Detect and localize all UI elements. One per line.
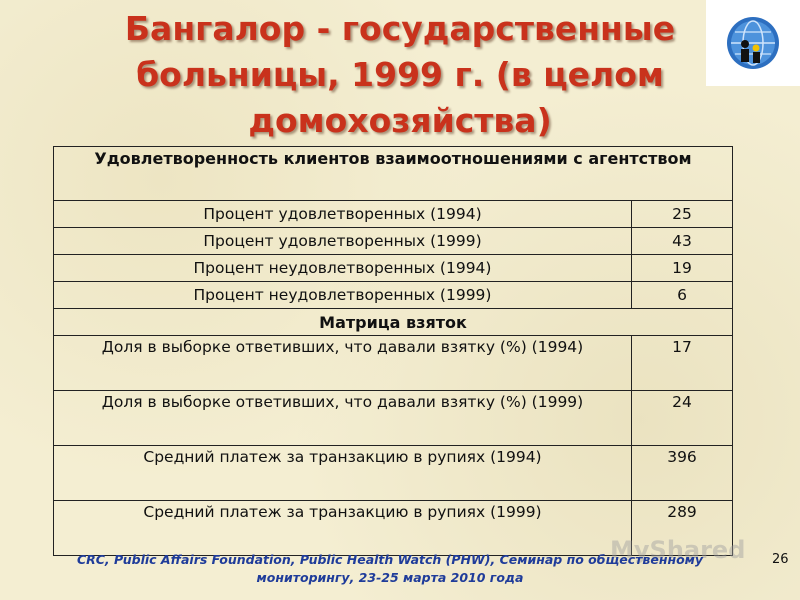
- row-label: Процент неудовлетворенных (1999): [54, 282, 632, 309]
- slide-title: Бангалор - государственные больницы, 1999 г. (в целом домохозяйства): [124, 9, 676, 140]
- section-header-row: [54, 309, 733, 336]
- row-label: Процент удовлетворенных (1994): [54, 201, 632, 228]
- table-row: [54, 282, 733, 309]
- section-header-row: [54, 147, 733, 201]
- row-label: Процент неудовлетворенных (1994): [54, 255, 632, 282]
- row-value: 6: [632, 282, 733, 309]
- table-row: [54, 255, 733, 282]
- logo: [706, 0, 800, 86]
- row-label: Средний платеж за транзакцию в рупиях (1999): [54, 501, 632, 556]
- row-label: Доля в выборке ответивших, что давали взятку (%) (1999): [54, 391, 632, 446]
- page-number: 26: [772, 552, 789, 567]
- section1-header: Удовлетворенность клиентов взаимоотношениями с агентством: [54, 147, 733, 201]
- table-row: [54, 446, 733, 501]
- row-label: Процент удовлетворенных (1999): [54, 228, 632, 255]
- table-row: [54, 391, 733, 446]
- table-row: [54, 228, 733, 255]
- row-label: Средний платеж за транзакцию в рупиях (1994): [54, 446, 632, 501]
- row-value: 43: [632, 228, 733, 255]
- data-table: [53, 146, 733, 556]
- row-value: 396: [632, 446, 733, 501]
- section2-header: Матрица взяток: [54, 309, 733, 336]
- footer-citation: CRC, Public Affairs Foundation, Public Health Watch (PHW), Семинар по общественному мониторингу, 23-25 марта 2010 года: [76, 552, 704, 585]
- table-row: [54, 336, 733, 391]
- watermark: MyShared: [610, 536, 746, 564]
- row-value: 25: [632, 201, 733, 228]
- globe-people-icon: [722, 14, 784, 72]
- row-value: 289: [632, 501, 733, 556]
- row-label: Доля в выборке ответивших, что давали взятку (%) (1994): [54, 336, 632, 391]
- row-value: 24: [632, 391, 733, 446]
- table-row: [54, 201, 733, 228]
- row-value: 17: [632, 336, 733, 391]
- row-value: 19: [632, 255, 733, 282]
